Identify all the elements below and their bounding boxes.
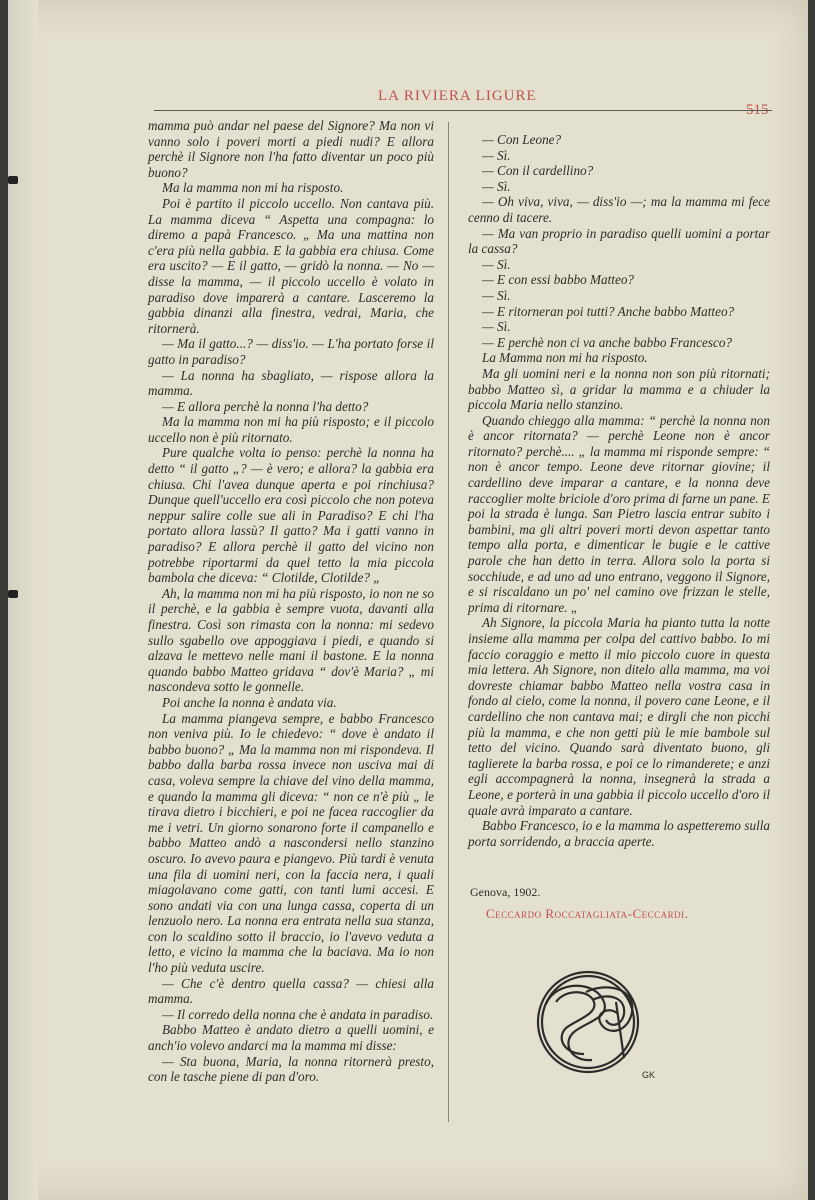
paragraph: — Oh viva, viva, — diss'io —; ma la mamma mi fece cenno di tacere.: [468, 194, 770, 225]
running-header-title: LA RIVIERA LIGURE: [378, 88, 537, 104]
paragraph: Ma la mamma non mi ha più risposto; e il piccolo uccello non è più ritornato.: [148, 414, 434, 445]
paragraph: Babbo Matteo è andato dietro a quelli uomini, e anch'io volevo andarci ma la mamma mi disse:: [148, 1022, 434, 1054]
right-text-column: [468, 132, 770, 849]
paragraph: — Sì.: [482, 287, 511, 303]
paragraph: — Sta buona, Maria, la nonna ritornerà presto, con le tasche piene di pan d'oro.: [148, 1053, 434, 1085]
paragraph: — Sì.: [482, 256, 511, 272]
paragraph: — Sì.: [482, 319, 511, 335]
binding-hole: [8, 590, 18, 598]
author-signature: Ceccardo Roccatagliata-Ceccardi.: [486, 906, 689, 921]
paragraph: Ma la mamma non mi ha risposto.: [162, 180, 344, 196]
paragraph: Ah, la mamma non mi ha più risposto, io non ne so il perchè, e la gabbia è sempre vuota, davanti alla finestra. Così son rimasta con la nonna: mi sedevo sullo sgabello ove appoggiava i piedi, e quando si alzava le mettevo nelle mani il bastone. E la nonna quando babbo Matteo gridava “ dov'è Maria? „ mi nascondeva sotto le gonnelle.: [148, 585, 434, 695]
paragraph: Poi è partito il piccolo uccello. Non cantava più. La mamma diceva “ Aspetta una compagna: lo diremo a papà Francesco. „ Ma una mattina non c'era più nella gabbia. E la gabbia era chiusa. Come era uscito? — E il gatto, — gridò la nonna. — No — disse la mamma, — il piccolo uccello è volato in paradiso dove imparerà a cantare. Lasceremo la gabbia dinanzi alla finestra, vedrai, Maria, che ritornerà.: [148, 195, 434, 336]
paragraph: La Mamma non mi ha risposto.: [482, 350, 648, 366]
paragraph: — Con il cardellino?: [482, 163, 594, 179]
dateline: Genova, 1902.: [470, 885, 541, 899]
paragraph: Ah Signore, la piccola Maria ha pianto tutta la notte insieme alla mamma per colpa del cattivo babbo. Io mi faccio coraggio e metto il mio piccolo cuore in questa mia lettera. Ah Signore, non ditelo alla mamma, ma voi dovreste chiamar babbo Matteo nella vostra casa in fondo al cielo, come la nonna, il povero cane Leone, e il cardellino che non cantava mai; e dirgli che non picchi più la mamma, e che non getti più le mie bambole sul tetto del vicino. Quando sarà diventato buono, gli taglierete la barba rossa, e poi ce lo rimanderete; e anzi egli accompagnerà la nonna, insegnerà la strada a Leone, e porterà in una gabbia il piccolo uccello d'oro il quale avrà imparato a cantare.: [468, 615, 770, 818]
paragraph: — E perchè non ci va anche babbo Francesco?: [482, 334, 733, 350]
binding-hole: [8, 176, 18, 184]
paragraph: Pure qualche volta io penso: perchè la nonna ha detto “ il gatto „? — è vero; e allora? la gabbia era chiusa. Chi l'avea dunque aperta e poi rinchiusa? Dunque quell'uccello era così piccolo che non poteva neppur salire colle sue ali in Paradiso? E chi l'ha portato allora lassù? Il gatto? Ma i gatti vanno in paradiso? E allora perchè il gatto del vicino non potrebbe riportarmi da quel tetto la mia piccola bambola che diceva: “ Clotilde, Clotilde? „: [148, 445, 434, 586]
paragraph: — E con essi babbo Matteo?: [482, 272, 635, 288]
paragraph: Ma gli uomini neri e la nonna non son più ritornati; babbo Matteo sì, a gridar la mamma e a chiuder la piccola Maria nello stanzino.: [468, 365, 770, 413]
paragraph: — E allora perchè la nonna l'ha detto?: [162, 398, 369, 414]
paragraph: — Il corredo della nonna che è andata in paradiso.: [162, 1006, 434, 1022]
paragraph: — La nonna ha sbagliato, — rispose allora la mamma.: [148, 367, 434, 399]
paragraph: Quando chieggo alla mamma: “ perchè la nonna non è ancor ritornata? — perchè Leone non è ancor ritornato? perchè.... „ la mamma mi risponde sempre: “ non è ancor tempo. Leone deve ritornar giovine; il cardellino deve imparar a cantare, e la nonna deve raccoglier molte briciole d'oro prima di farne un pane. E poi la strada è lunga. San Pietro lascia entrar subito i bambini, ma gli altri poveri morti devon aspettar tanto tempo alla porta, e dimenticar le bugie e le cattive parole che han detto in terra. Allora solo la porta si socchiude, e ad uno ad uno entrano, veggono il Signore, e si riscaldano un po' nel camino ove frizzan le stelle, prima di ritornare. „: [468, 412, 770, 615]
page-number: 515: [746, 102, 769, 118]
paragraph: La mamma piangeva sempre, e babbo Francesco non veniva più. Io le chiedevo: “ dove è andato il babbo buono? „ Ma la mamma non mi rispondeva. Il babbo dalla barba rossa invece non usciva mai di casa, voleva sempre la chiave del vino della mamma, e quando la mamma gli diceva: “ non ce n'è più „ le tirava dietro i bicchieri, e poi ne facea raccoglier da me i vetri. Un giorno sonarono forte il campanello e babbo Matteo andò a nascondersi nello stanzino oscuro. Io avevo paura e piangevo. Più tardi è venuta una fila di uomini neri, con la faccia nera, i quali miagolavano come gatti, con tanti lumi accesi. E sono andati via con una lunga cassa, coperta di un lenzuolo nero. La nonna era entrata nella sua stanza, con lo scaldino sotto il braccio, io l'avevo veduta a letto, e vicino la mamma che la baciava. Ma io non l'ho più veduta uscire.: [148, 710, 434, 976]
decorative-monogram-icon: [526, 962, 676, 1082]
paragraph: — Ma il gatto...? — diss'io. — L'ha portato forse il gatto in paradiso?: [148, 336, 434, 367]
header-rule: [154, 110, 772, 111]
monogram-initials: GK: [642, 1070, 656, 1080]
paragraph: — E ritorneran poi tutti? Anche babbo Matteo?: [482, 303, 735, 319]
magazine-page: [8, 0, 808, 1200]
paragraph: Babbo Francesco, io e la mamma lo aspetteremo sulla porta sorridendo, a braccia aperte.: [468, 818, 770, 849]
left-text-column: [148, 118, 434, 1085]
paragraph: — Sì.: [482, 178, 511, 194]
paragraph: — Sì.: [482, 147, 511, 163]
paragraph: — Ma van proprio in paradiso quelli uomini a portar la cassa?: [468, 225, 770, 257]
paragraph: — Con Leone?: [482, 132, 562, 147]
paragraph: — Che c'è dentro quella cassa? — chiesi alla mamma.: [148, 975, 434, 1007]
paragraph: mamma può andar nel paese del Signore? Ma non vi vanno solo i poveri morti a piedi nudi? E allora perchè il Signore non l'ha fatto diventar un poco più buono?: [148, 118, 434, 180]
column-divider: [448, 122, 449, 1122]
paragraph: Poi anche la nonna è andata via.: [162, 694, 337, 710]
